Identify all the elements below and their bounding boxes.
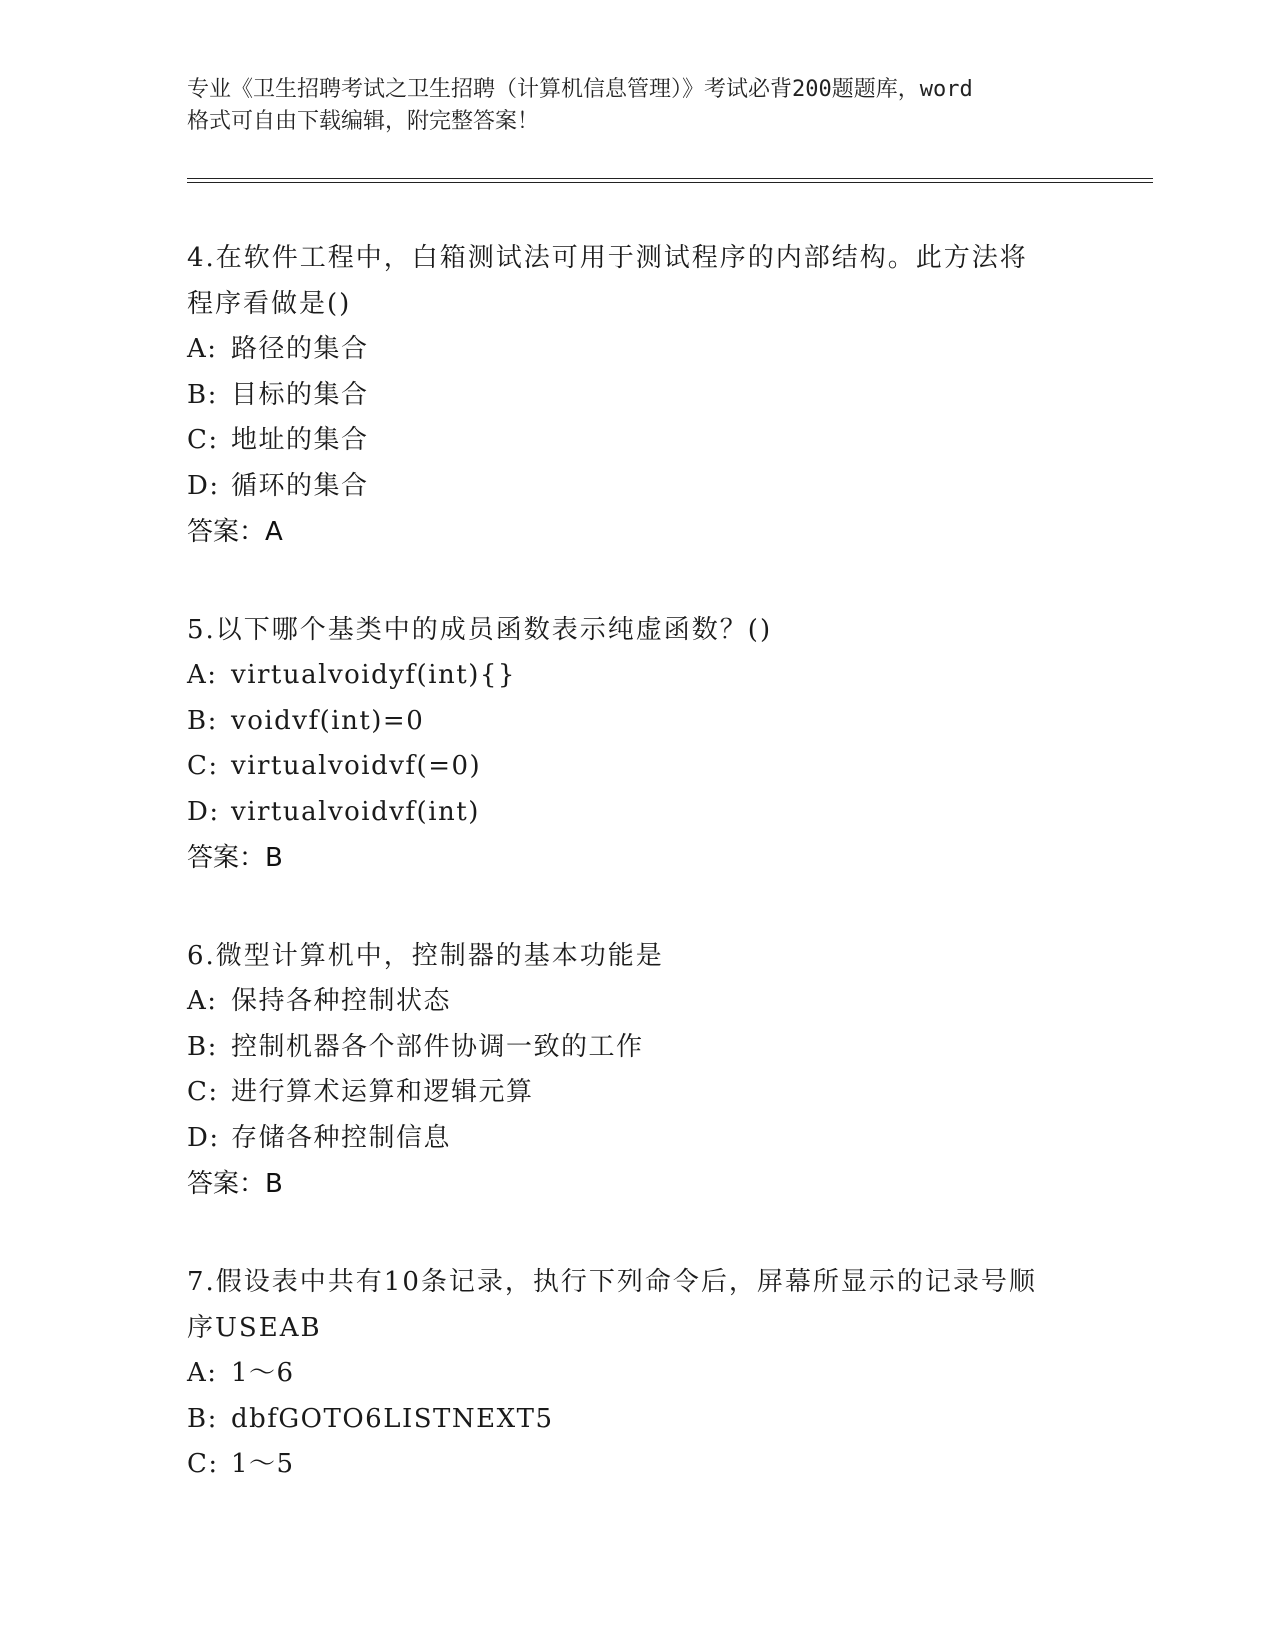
option-c <box>187 744 1087 790</box>
option-letter: D: <box>187 470 220 501</box>
option-letter: A: <box>187 986 218 1016</box>
answer-line: 答案：A <box>187 517 283 547</box>
option-text: 存储各种控制信息 <box>231 1122 452 1153</box>
question-6 <box>187 933 1087 1207</box>
question-stem: 6.微型计算机中，控制器的基本功能是 <box>187 941 664 971</box>
question-4 <box>187 235 1087 555</box>
option-a <box>187 327 1087 373</box>
option-c <box>187 418 1087 464</box>
option-text: 1～5 <box>231 1449 295 1479</box>
option-letter: B: <box>187 379 218 410</box>
option-b <box>187 1025 1087 1071</box>
option-text: 1～6 <box>231 1358 295 1388</box>
option-b <box>187 1397 1087 1443</box>
question-stem: 5.以下哪个基类中的成员函数表示纯虚函数？() <box>187 615 773 645</box>
option-text: 控制机器各个部件协调一致的工作 <box>231 1031 644 1062</box>
option-text: dbfGOTO6LISTNEXT5 <box>231 1403 554 1434</box>
question-list <box>187 235 1087 1540</box>
answer-line: 答案：B <box>187 1169 283 1199</box>
option-text: virtualvoidvf(int) <box>231 796 480 827</box>
question-stem-continued: 程序看做是() <box>187 289 352 319</box>
option-d <box>187 1116 1087 1162</box>
option-letter: C: <box>187 425 219 455</box>
option-letter: A: <box>187 334 218 364</box>
question-stem: 4.在软件工程中，白箱测试法可用于测试程序的内部结构。此方法将 <box>187 243 1028 273</box>
option-a <box>187 979 1087 1025</box>
header-double-rule <box>187 178 1153 183</box>
option-letter: C: <box>187 1449 219 1479</box>
option-b <box>187 373 1087 419</box>
option-letter: C: <box>187 751 219 781</box>
option-letter: B: <box>187 1403 218 1434</box>
document-header <box>187 74 1087 138</box>
option-letter: D: <box>187 796 220 827</box>
option-a <box>187 1351 1087 1397</box>
option-b <box>187 699 1087 745</box>
option-a <box>187 653 1087 699</box>
option-letter: B: <box>187 1031 218 1062</box>
option-letter: B: <box>187 705 218 736</box>
header-line-1: 专业《卫生招聘考试之卫生招聘（计算机信息管理）》考试必背200题题库，word <box>187 77 973 102</box>
option-c <box>187 1070 1087 1116</box>
option-letter: C: <box>187 1077 219 1107</box>
option-c <box>187 1442 1087 1488</box>
option-text: 地址的集合 <box>231 425 369 455</box>
answer-line: 答案：B <box>187 843 283 873</box>
option-text: 保持各种控制状态 <box>231 986 452 1016</box>
option-d <box>187 790 1087 836</box>
question-stem: 7.假设表中共有10条记录，执行下列命令后，屏幕所显示的记录号顺 <box>187 1267 1037 1297</box>
option-letter: A: <box>187 660 218 690</box>
question-7 <box>187 1259 1087 1488</box>
option-text: 进行算术运算和逻辑元算 <box>231 1077 534 1107</box>
option-text: 循环的集合 <box>231 470 369 501</box>
option-text: virtualvoidvf(=0) <box>231 751 482 781</box>
option-letter: D: <box>187 1122 220 1153</box>
question-5 <box>187 607 1087 881</box>
option-text: voidvf(int)=0 <box>231 705 425 736</box>
question-stem-continued: 序USEAB <box>187 1313 322 1343</box>
header-line-2: 格式可自由下载编辑，附完整答案！ <box>187 109 540 134</box>
option-text: 路径的集合 <box>231 334 369 364</box>
option-letter: A: <box>187 1358 218 1388</box>
option-text: 目标的集合 <box>231 379 369 410</box>
option-text: virtualvoidyf(int){} <box>231 660 516 690</box>
option-d <box>187 464 1087 510</box>
